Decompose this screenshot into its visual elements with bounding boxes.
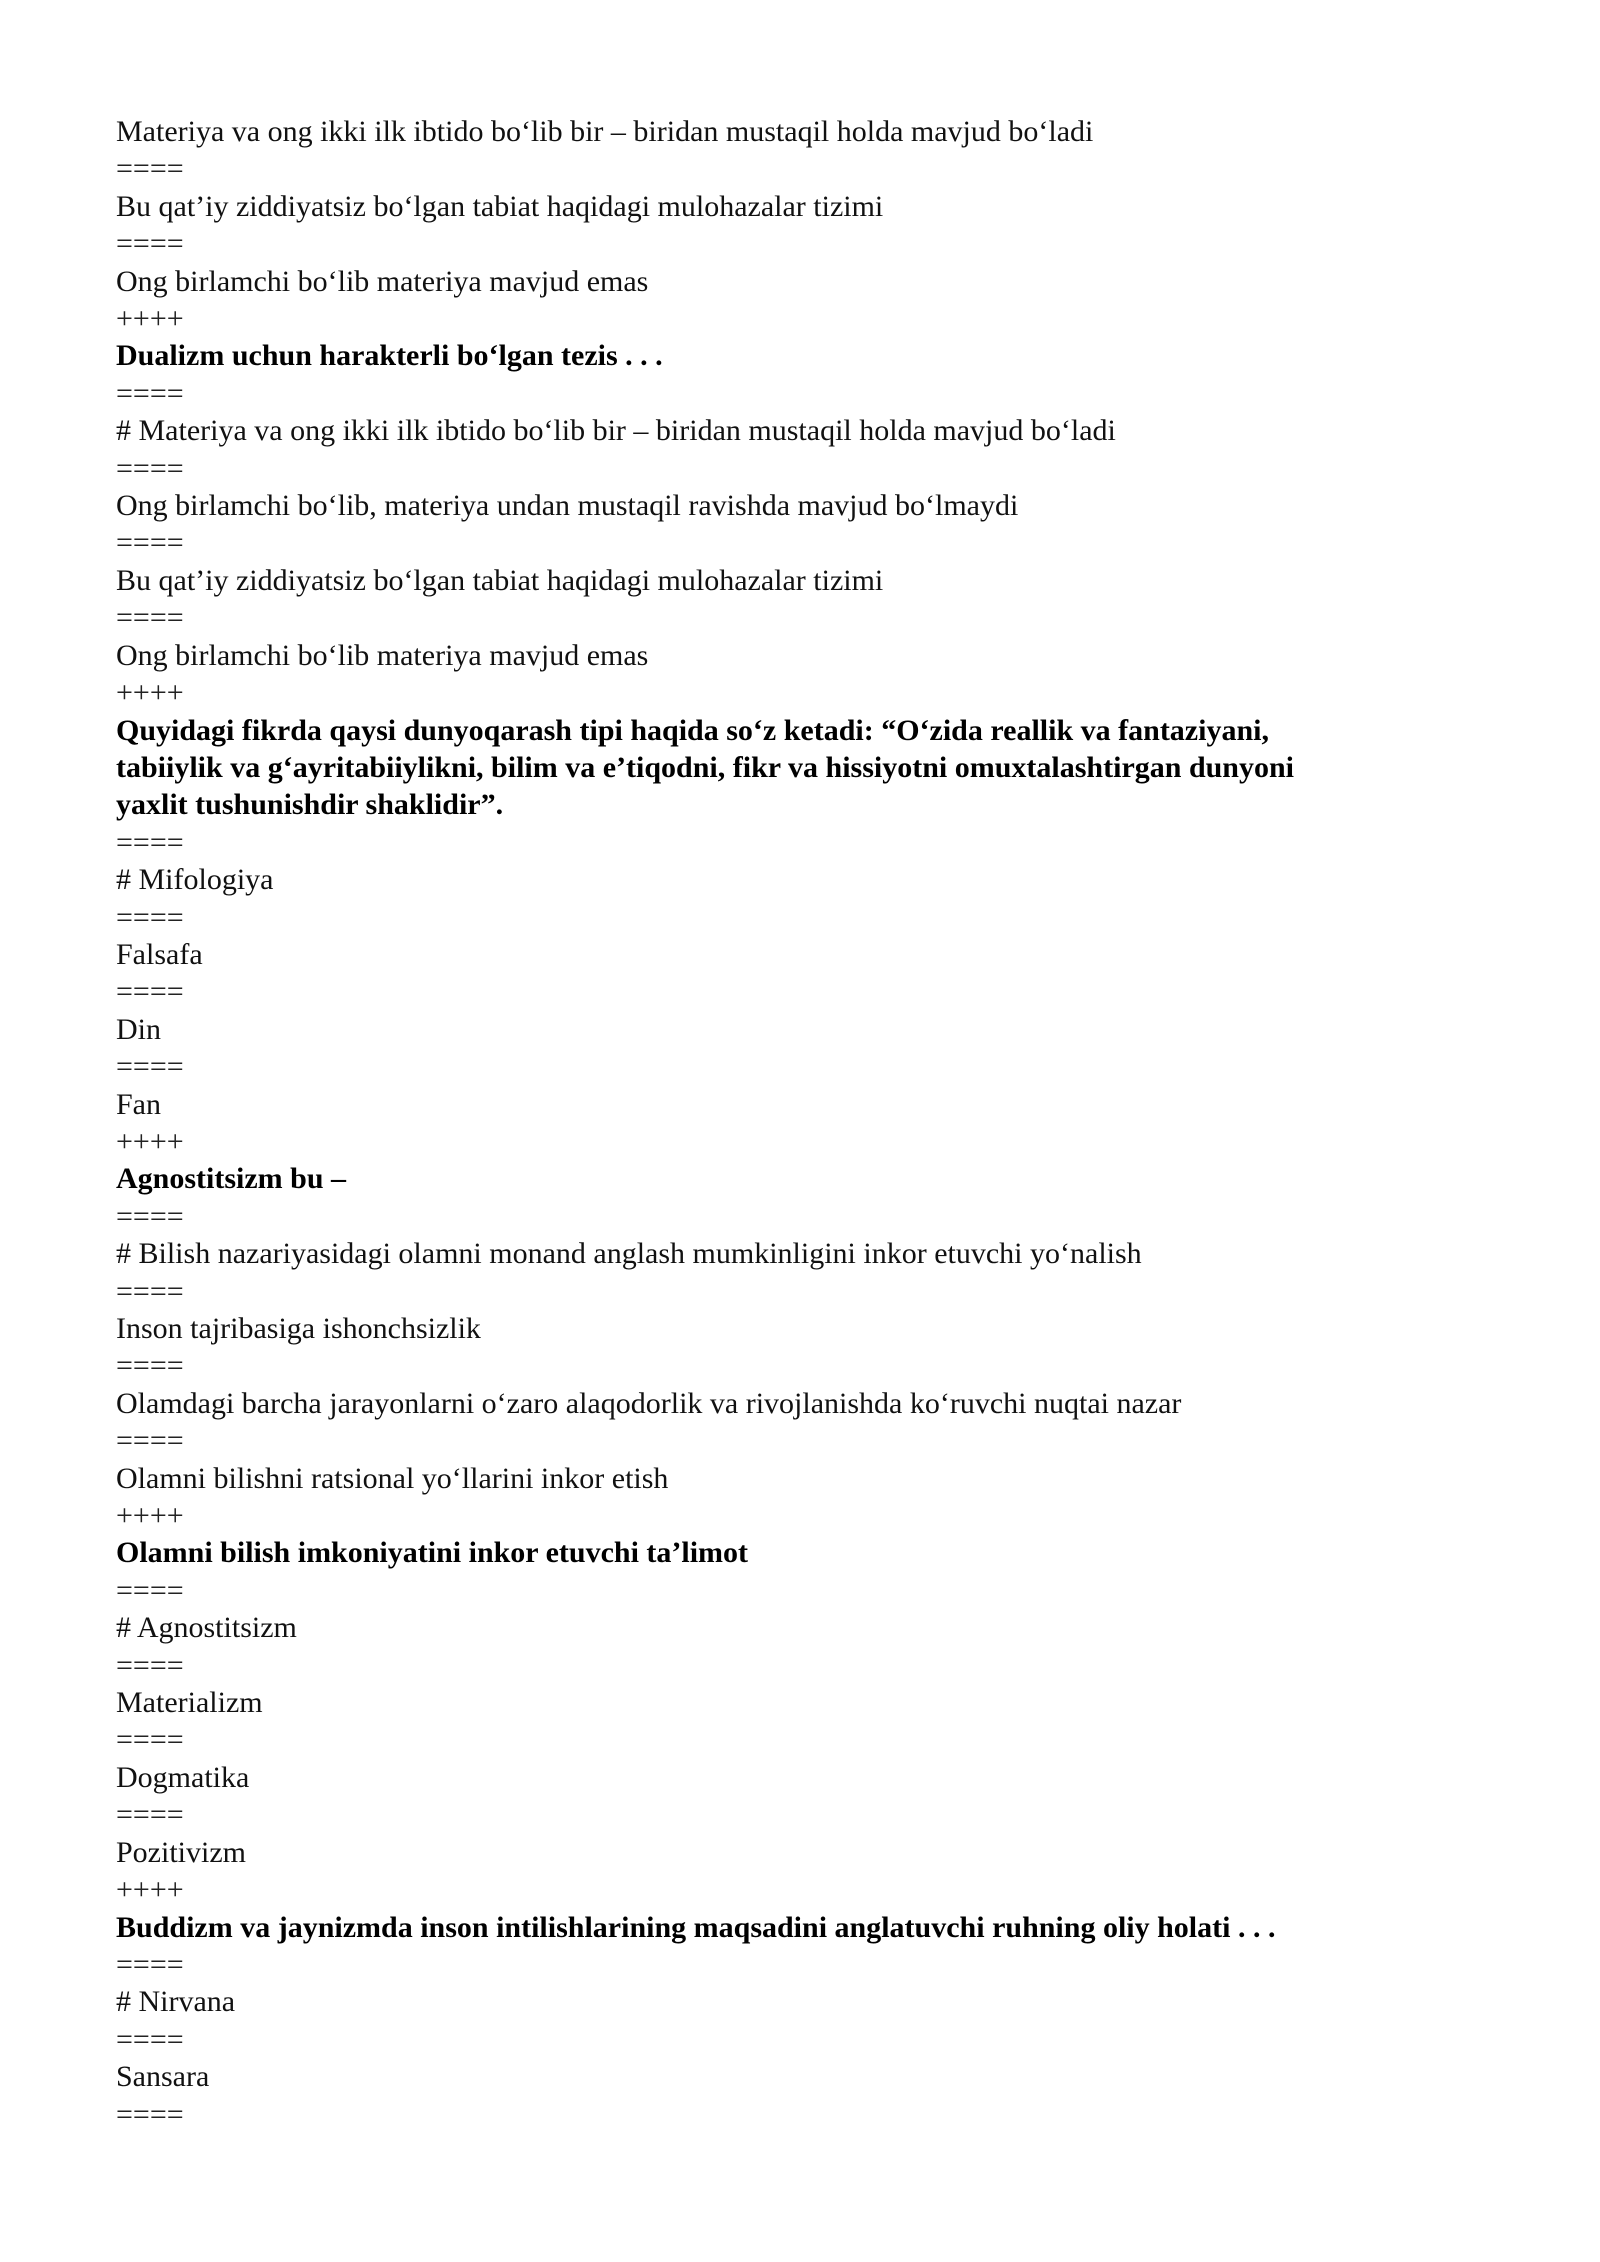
question-text: tabiiylik va g‘ayritabiiylikni, bilim va e’tiqodni, fikr va hissiyotni omuxtalashtirgan dunyoni — [116, 750, 1295, 784]
question-text: Dualizm uchun harakterli bo‘lgan tezis . . . — [116, 339, 663, 373]
answer-option: Bu qat’iy ziddiyatsiz bo‘lgan tabiat haqidagi mulohazalar tizimi — [116, 189, 884, 223]
answer-option: Bu qat’iy ziddiyatsiz bo‘lgan tabiat haqidagi mulohazalar tizimi — [116, 563, 884, 597]
separator-line: ==== — [116, 1723, 184, 1757]
separator-line: ==== — [116, 1050, 184, 1084]
separator-line: ++++ — [116, 1873, 184, 1907]
separator-line: ==== — [116, 601, 184, 635]
answer-option: Fan — [116, 1087, 161, 1121]
answer-option: Olamdagi barcha jarayonlarni o‘zaro alaqodorlik va rivojlanishda ko‘ruvchi nuqtai nazar — [116, 1386, 1182, 1420]
answer-option: Ong birlamchi bo‘lib materiya mavjud emas — [116, 638, 649, 672]
document-page — [116, 113, 1416, 2133]
separator-line: ==== — [116, 526, 184, 560]
answer-option: Inson tajribasiga ishonchsizlik — [116, 1312, 481, 1345]
separator-line: ++++ — [116, 302, 184, 336]
separator-line: ==== — [116, 227, 184, 261]
question-text: Buddizm va jaynizmda inson intilishlarining maqsadini anglatuvchi ruhning oliy holati . . . — [116, 1910, 1276, 1944]
separator-line: ++++ — [116, 676, 184, 710]
separator-line: ==== — [116, 376, 184, 410]
separator-line: ==== — [116, 900, 184, 934]
separator-line: ==== — [116, 451, 184, 485]
question-text: Quyidagi fikrda qaysi dunyoqarash tipi haqida so‘z ketadi: “O‘zida reallik va fantaziyani, — [116, 713, 1269, 747]
answer-option: Materiya va ong ikki ilk ibtido bo‘lib bir – biridan mustaqil holda mavjud bo‘ladi — [116, 115, 1094, 148]
answer-option: Sansara — [116, 2060, 210, 2094]
answer-option: Dogmatika — [116, 1760, 250, 1794]
answer-option: Falsafa — [116, 937, 203, 971]
answer-option: # Bilish nazariyasidagi olamni monand anglash mumkinligini inkor etuvchi yo‘nalish — [116, 1237, 1142, 1271]
answer-option: Ong birlamchi bo‘lib, materiya undan mustaqil ravishda mavjud bo‘lmaydi — [116, 489, 1019, 523]
answer-option: Pozitivizm — [116, 1835, 246, 1869]
separator-line: ==== — [116, 1573, 184, 1607]
separator-line: ==== — [116, 1424, 184, 1458]
answer-option: # Nirvana — [116, 1985, 236, 2019]
answer-option: Ong birlamchi bo‘lib materiya mavjud emas — [116, 264, 649, 298]
separator-line: ==== — [116, 1947, 184, 1981]
answer-option: Materializm — [116, 1686, 263, 1720]
separator-line: ==== — [116, 2022, 184, 2056]
answer-option: # Mifologiya — [116, 863, 274, 897]
answer-option: Din — [116, 1012, 161, 1046]
separator-line: ==== — [116, 2097, 184, 2131]
separator-line: ==== — [116, 1199, 184, 1233]
question-text: Olamni bilish imkoniyatini inkor etuvchi ta’limot — [116, 1536, 749, 1570]
question-text: Agnostitsizm bu – — [116, 1162, 347, 1196]
separator-line: ++++ — [116, 1124, 184, 1158]
separator-line: ==== — [116, 1648, 184, 1682]
separator-line: ==== — [116, 1349, 184, 1383]
separator-line: ==== — [116, 1798, 184, 1832]
separator-line: ==== — [116, 975, 184, 1009]
answer-option: # Agnostitsizm — [116, 1611, 297, 1645]
separator-line: ==== — [116, 825, 184, 859]
answer-option: Olamni bilishni ratsional yo‘llarini inkor etish — [116, 1461, 669, 1495]
question-text: yaxlit tushunishdir shaklidir”. — [116, 788, 504, 822]
answer-option: # Materiya va ong ikki ilk ibtido bo‘lib bir – biridan mustaqil holda mavjud bo‘ladi — [116, 414, 1116, 448]
separator-line: ==== — [116, 152, 184, 186]
separator-line: ==== — [116, 1274, 184, 1308]
separator-line: ++++ — [116, 1499, 184, 1533]
